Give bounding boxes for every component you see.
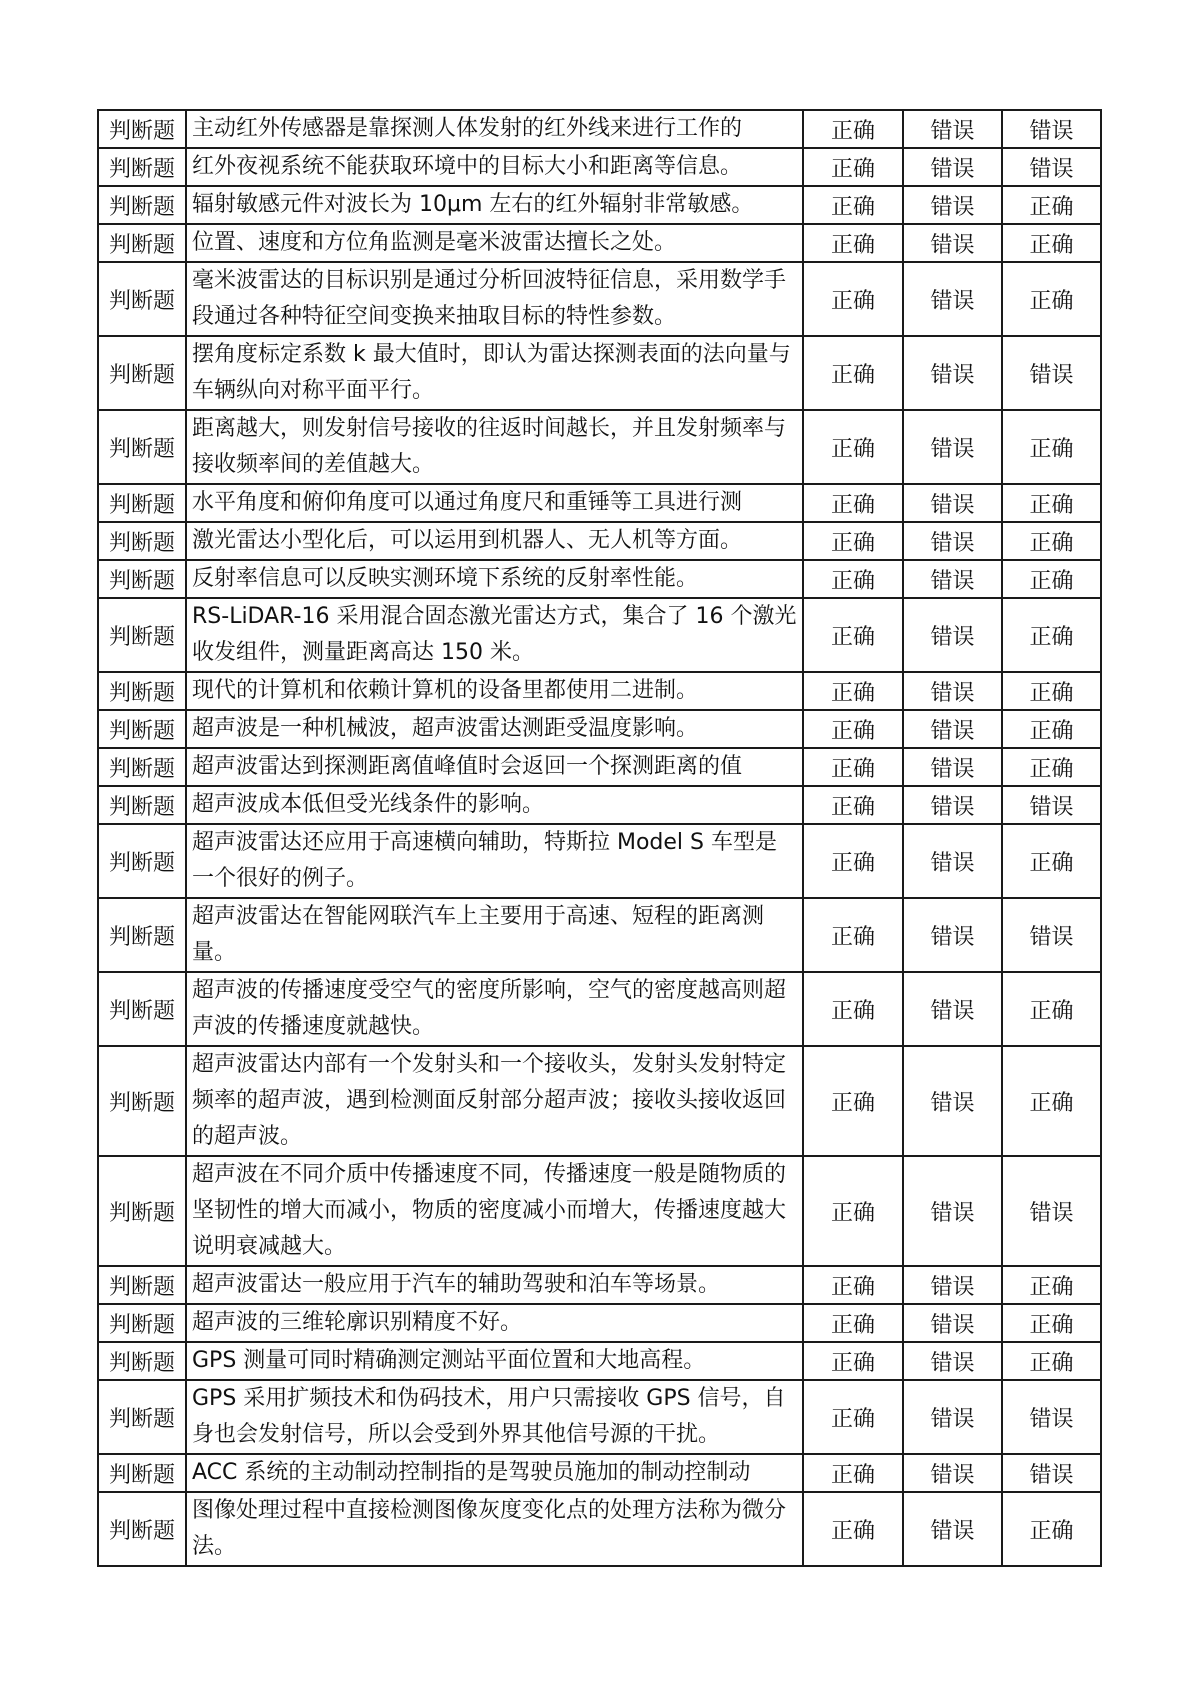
option-false-cell: 错误 xyxy=(903,110,1002,148)
option-false-cell: 错误 xyxy=(903,672,1002,710)
option-true-cell: 正确 xyxy=(803,224,903,262)
question-text-cell: 主动红外传感器是靠探测人体发射的红外线来进行工作的 xyxy=(186,110,803,148)
question-text-cell: ACC 系统的主动制动控制指的是驾驶员施加的制动控制动 xyxy=(186,1454,803,1492)
question-text-cell: 超声波雷达还应用于高速横向辅助，特斯拉 Model S 车型是一个很好的例子。 xyxy=(186,824,803,898)
table-row xyxy=(98,336,1101,410)
option-true-cell: 正确 xyxy=(803,598,903,672)
option-true-cell: 正确 xyxy=(803,1266,903,1304)
option-false-cell: 错误 xyxy=(903,336,1002,410)
answer-cell: 正确 xyxy=(1002,672,1101,710)
table-row xyxy=(98,1380,1101,1454)
answer-cell: 错误 xyxy=(1002,898,1101,972)
question-text-cell: 水平角度和俯仰角度可以通过角度尺和重锤等工具进行测 xyxy=(186,484,803,522)
table-row xyxy=(98,1156,1101,1266)
question-text-cell: 超声波的传播速度受空气的密度所影响，空气的密度越高则超声波的传播速度就越快。 xyxy=(186,972,803,1046)
answer-cell: 正确 xyxy=(1002,1304,1101,1342)
answer-cell: 错误 xyxy=(1002,1380,1101,1454)
table-row xyxy=(98,522,1101,560)
question-type-cell: 判断题 xyxy=(98,224,186,262)
question-table xyxy=(97,109,1102,1567)
answer-cell: 正确 xyxy=(1002,186,1101,224)
option-true-cell: 正确 xyxy=(803,336,903,410)
answer-cell: 正确 xyxy=(1002,748,1101,786)
table-row xyxy=(98,1304,1101,1342)
question-type-cell: 判断题 xyxy=(98,186,186,224)
option-false-cell: 错误 xyxy=(903,1380,1002,1454)
option-true-cell: 正确 xyxy=(803,484,903,522)
question-type-cell: 判断题 xyxy=(98,824,186,898)
question-type-cell: 判断题 xyxy=(98,1342,186,1380)
question-text-cell: 超声波是一种机械波，超声波雷达测距受温度影响。 xyxy=(186,710,803,748)
table-row xyxy=(98,110,1101,148)
table-row xyxy=(98,560,1101,598)
table-row xyxy=(98,898,1101,972)
table-row xyxy=(98,484,1101,522)
answer-cell: 正确 xyxy=(1002,410,1101,484)
option-true-cell: 正确 xyxy=(803,410,903,484)
option-false-cell: 错误 xyxy=(903,786,1002,824)
table-row xyxy=(98,262,1101,336)
option-true-cell: 正确 xyxy=(803,1492,903,1566)
question-type-cell: 判断题 xyxy=(98,148,186,186)
question-text-cell: 超声波雷达一般应用于汽车的辅助驾驶和泊车等场景。 xyxy=(186,1266,803,1304)
option-false-cell: 错误 xyxy=(903,898,1002,972)
option-true-cell: 正确 xyxy=(803,1156,903,1266)
answer-cell: 错误 xyxy=(1002,1454,1101,1492)
answer-cell: 错误 xyxy=(1002,148,1101,186)
question-text-cell: GPS 采用扩频技术和伪码技术，用户只需接收 GPS 信号，自身也会发射信号，所以会受到外界其他信号源的干扰。 xyxy=(186,1380,803,1454)
option-true-cell: 正确 xyxy=(803,898,903,972)
option-true-cell: 正确 xyxy=(803,560,903,598)
question-text-cell: 辐射敏感元件对波长为 10μm 左右的红外辐射非常敏感。 xyxy=(186,186,803,224)
question-text-cell: 红外夜视系统不能获取环境中的目标大小和距离等信息。 xyxy=(186,148,803,186)
question-type-cell: 判断题 xyxy=(98,1304,186,1342)
answer-cell: 正确 xyxy=(1002,1046,1101,1156)
question-type-cell: 判断题 xyxy=(98,972,186,1046)
table-row xyxy=(98,672,1101,710)
question-text-cell: 距离越大，则发射信号接收的往返时间越长，并且发射频率与接收频率间的差值越大。 xyxy=(186,410,803,484)
answer-cell: 正确 xyxy=(1002,972,1101,1046)
option-false-cell: 错误 xyxy=(903,1342,1002,1380)
table-row xyxy=(98,410,1101,484)
question-text-cell: 反射率信息可以反映实测环境下系统的反射率性能。 xyxy=(186,560,803,598)
option-true-cell: 正确 xyxy=(803,748,903,786)
question-type-cell: 判断题 xyxy=(98,1156,186,1266)
answer-cell: 正确 xyxy=(1002,262,1101,336)
option-true-cell: 正确 xyxy=(803,110,903,148)
answer-cell: 错误 xyxy=(1002,336,1101,410)
question-text-cell: 超声波雷达内部有一个发射头和一个接收头，发射头发射特定频率的超声波，遇到检测面反射部分超声波；接收头接收返回的超声波。 xyxy=(186,1046,803,1156)
option-true-cell: 正确 xyxy=(803,1046,903,1156)
option-false-cell: 错误 xyxy=(903,148,1002,186)
option-true-cell: 正确 xyxy=(803,522,903,560)
question-type-cell: 判断题 xyxy=(98,1046,186,1156)
option-false-cell: 错误 xyxy=(903,824,1002,898)
question-text-cell: 超声波在不同介质中传播速度不同，传播速度一般是随物质的坚韧性的增大而减小，物质的密度减小而增大，传播速度越大说明衰减越大。 xyxy=(186,1156,803,1266)
question-text-cell: 超声波成本低但受光线条件的影响。 xyxy=(186,786,803,824)
question-text-cell: 图像处理过程中直接检测图像灰度变化点的处理方法称为微分法。 xyxy=(186,1492,803,1566)
question-type-cell: 判断题 xyxy=(98,1266,186,1304)
option-true-cell: 正确 xyxy=(803,824,903,898)
option-false-cell: 错误 xyxy=(903,1492,1002,1566)
answer-cell: 正确 xyxy=(1002,824,1101,898)
question-text-cell: 超声波的三维轮廓识别精度不好。 xyxy=(186,1304,803,1342)
option-false-cell: 错误 xyxy=(903,972,1002,1046)
question-type-cell: 判断题 xyxy=(98,336,186,410)
answer-cell: 正确 xyxy=(1002,598,1101,672)
question-text-cell: GPS 测量可同时精确测定测站平面位置和大地高程。 xyxy=(186,1342,803,1380)
table-row xyxy=(98,710,1101,748)
option-true-cell: 正确 xyxy=(803,1342,903,1380)
question-type-cell: 判断题 xyxy=(98,1492,186,1566)
answer-cell: 正确 xyxy=(1002,522,1101,560)
question-type-cell: 判断题 xyxy=(98,560,186,598)
question-type-cell: 判断题 xyxy=(98,786,186,824)
question-type-cell: 判断题 xyxy=(98,484,186,522)
option-false-cell: 错误 xyxy=(903,1304,1002,1342)
option-true-cell: 正确 xyxy=(803,786,903,824)
question-text-cell: 超声波雷达在智能网联汽车上主要用于高速、短程的距离测量。 xyxy=(186,898,803,972)
question-type-cell: 判断题 xyxy=(98,522,186,560)
table-row xyxy=(98,786,1101,824)
question-type-cell: 判断题 xyxy=(98,898,186,972)
question-text-cell: 摆角度标定系数 k 最大值时，即认为雷达探测表面的法向量与车辆纵向对称平面平行。 xyxy=(186,336,803,410)
option-true-cell: 正确 xyxy=(803,1380,903,1454)
answer-cell: 正确 xyxy=(1002,1266,1101,1304)
table-row xyxy=(98,1342,1101,1380)
option-true-cell: 正确 xyxy=(803,672,903,710)
option-false-cell: 错误 xyxy=(903,410,1002,484)
table-row xyxy=(98,186,1101,224)
question-text-cell: RS-LiDAR-16 采用混合固态激光雷达方式，集合了 16 个激光收发组件，测量距离高达 150 米。 xyxy=(186,598,803,672)
table-row xyxy=(98,1046,1101,1156)
option-false-cell: 错误 xyxy=(903,262,1002,336)
option-true-cell: 正确 xyxy=(803,710,903,748)
option-false-cell: 错误 xyxy=(903,484,1002,522)
table-row xyxy=(98,1266,1101,1304)
question-type-cell: 判断题 xyxy=(98,748,186,786)
option-false-cell: 错误 xyxy=(903,710,1002,748)
table-row xyxy=(98,148,1101,186)
question-type-cell: 判断题 xyxy=(98,710,186,748)
option-false-cell: 错误 xyxy=(903,522,1002,560)
question-type-cell: 判断题 xyxy=(98,262,186,336)
answer-cell: 正确 xyxy=(1002,1342,1101,1380)
question-type-cell: 判断题 xyxy=(98,1380,186,1454)
question-text-cell: 激光雷达小型化后，可以运用到机器人、无人机等方面。 xyxy=(186,522,803,560)
option-true-cell: 正确 xyxy=(803,148,903,186)
table-row xyxy=(98,1454,1101,1492)
question-text-cell: 现代的计算机和依赖计算机的设备里都使用二进制。 xyxy=(186,672,803,710)
table-row xyxy=(98,824,1101,898)
table-row xyxy=(98,748,1101,786)
option-true-cell: 正确 xyxy=(803,1304,903,1342)
question-table-body xyxy=(98,110,1101,1566)
answer-cell: 错误 xyxy=(1002,110,1101,148)
option-false-cell: 错误 xyxy=(903,1454,1002,1492)
table-row xyxy=(98,972,1101,1046)
table-row xyxy=(98,224,1101,262)
answer-cell: 正确 xyxy=(1002,1492,1101,1566)
answer-cell: 正确 xyxy=(1002,484,1101,522)
question-type-cell: 判断题 xyxy=(98,110,186,148)
question-text-cell: 超声波雷达到探测距离值峰值时会返回一个探测距离的值 xyxy=(186,748,803,786)
option-false-cell: 错误 xyxy=(903,1046,1002,1156)
answer-cell: 正确 xyxy=(1002,224,1101,262)
option-false-cell: 错误 xyxy=(903,1156,1002,1266)
option-false-cell: 错误 xyxy=(903,224,1002,262)
option-true-cell: 正确 xyxy=(803,1454,903,1492)
option-true-cell: 正确 xyxy=(803,262,903,336)
option-true-cell: 正确 xyxy=(803,186,903,224)
question-type-cell: 判断题 xyxy=(98,410,186,484)
option-false-cell: 错误 xyxy=(903,1266,1002,1304)
question-type-cell: 判断题 xyxy=(98,672,186,710)
option-false-cell: 错误 xyxy=(903,748,1002,786)
option-false-cell: 错误 xyxy=(903,560,1002,598)
table-row xyxy=(98,1492,1101,1566)
answer-cell: 正确 xyxy=(1002,710,1101,748)
table-row xyxy=(98,598,1101,672)
option-false-cell: 错误 xyxy=(903,598,1002,672)
option-true-cell: 正确 xyxy=(803,972,903,1046)
question-text-cell: 毫米波雷达的目标识别是通过分析回波特征信息，采用数学手段通过各种特征空间变换来抽取目标的特性参数。 xyxy=(186,262,803,336)
question-type-cell: 判断题 xyxy=(98,1454,186,1492)
option-false-cell: 错误 xyxy=(903,186,1002,224)
answer-cell: 错误 xyxy=(1002,1156,1101,1266)
answer-cell: 正确 xyxy=(1002,560,1101,598)
question-type-cell: 判断题 xyxy=(98,598,186,672)
question-text-cell: 位置、速度和方位角监测是毫米波雷达擅长之处。 xyxy=(186,224,803,262)
answer-cell: 错误 xyxy=(1002,786,1101,824)
